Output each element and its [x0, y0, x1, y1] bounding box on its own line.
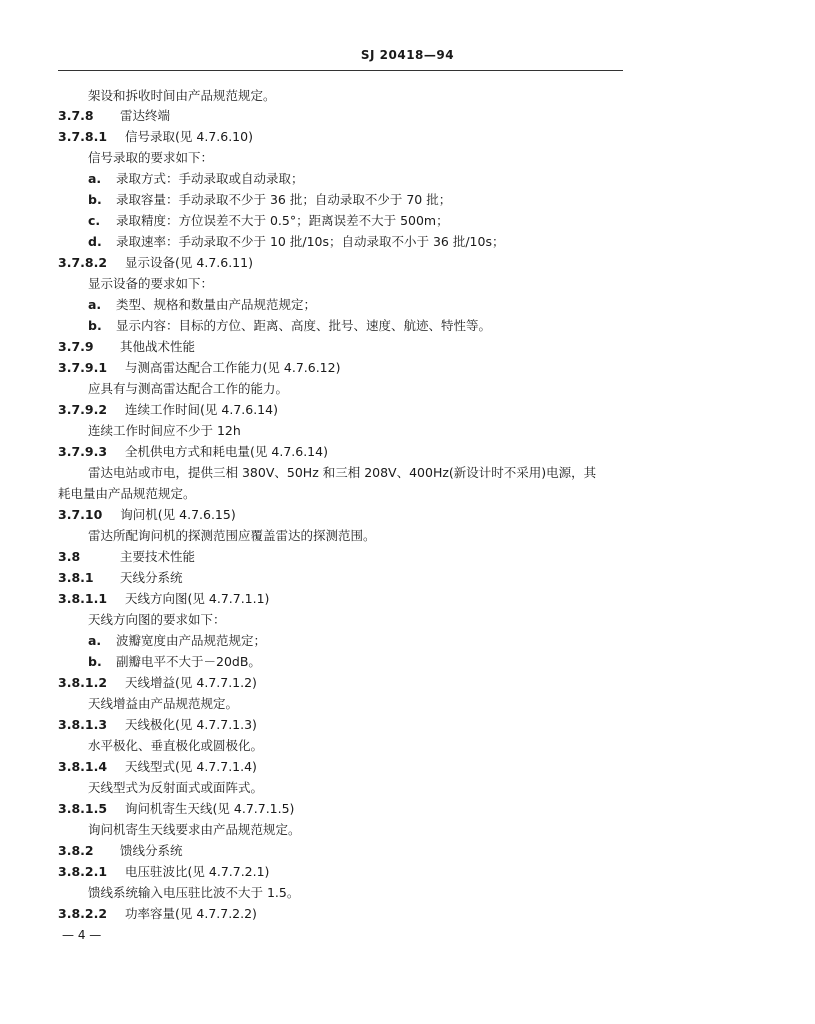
section-number: 3.7.8.1	[58, 129, 108, 144]
section-number: 3.8.2	[58, 843, 94, 858]
section-title: 连续工作时间(见 4.7.6.14)	[125, 402, 278, 417]
paragraph: 雷达电站或市电，提供三相 380V、50Hz 和三相 208V、400Hz(新设计时不采用)电源，其	[88, 465, 597, 480]
section-number: 3.8.1.5	[58, 801, 108, 816]
section-title: 天线分系统	[120, 570, 183, 585]
section-heading	[58, 402, 278, 418]
list-marker: b.	[88, 192, 102, 207]
list-item	[88, 192, 451, 208]
section-title: 主要技术性能	[120, 549, 196, 564]
section-heading	[58, 108, 170, 124]
section-title: 功率容量(见 4.7.7.2.2)	[125, 906, 257, 921]
list-item	[88, 213, 449, 229]
paragraph: 显示设备的要求如下：	[88, 276, 214, 291]
paragraph: 天线方向图的要求如下：	[88, 612, 226, 627]
section-heading	[58, 507, 236, 523]
list-item-text: 显示内容：目标的方位、距离、高度、批号、速度、航迹、特性等。	[116, 318, 492, 333]
list-item-text: 录取速率：手动录取不少于 10 批/10s；自动录取不小于 36 批/10s；	[116, 234, 505, 249]
list-item-text: 录取方式：手动录取或自动录取；	[116, 171, 304, 186]
section-number: 3.7.8	[58, 108, 94, 123]
section-heading	[58, 675, 257, 691]
section-heading	[58, 360, 340, 376]
section-heading	[58, 549, 195, 565]
paragraph: 信号录取的要求如下：	[88, 150, 214, 165]
section-title: 天线型式(见 4.7.7.1.4)	[125, 759, 257, 774]
list-marker: a.	[88, 633, 102, 648]
section-title: 询问机寄生天线(见 4.7.7.1.5)	[125, 801, 295, 816]
section-number: 3.8.2.2	[58, 906, 108, 921]
list-marker: b.	[88, 318, 102, 333]
section-title: 天线增益(见 4.7.7.1.2)	[125, 675, 257, 690]
list-item	[88, 171, 304, 187]
section-title: 天线方向图(见 4.7.7.1.1)	[125, 591, 270, 606]
section-number: 3.8	[58, 549, 81, 564]
section-heading	[58, 801, 294, 817]
section-number: 3.7.9	[58, 339, 94, 354]
list-marker: a.	[88, 171, 102, 186]
list-marker: a.	[88, 297, 102, 312]
list-item	[88, 234, 504, 250]
section-heading	[58, 864, 269, 880]
list-item	[88, 318, 491, 334]
section-heading	[58, 570, 183, 586]
section-title: 电压驻波比(见 4.7.7.2.1)	[125, 864, 270, 879]
list-item-text: 录取容量：手动录取不少于 36 批；自动录取不少于 70 批；	[116, 192, 452, 207]
section-heading	[58, 591, 269, 607]
section-heading	[58, 444, 328, 460]
section-number: 3.8.1.1	[58, 591, 108, 606]
section-title: 显示设备(见 4.7.6.11)	[125, 255, 253, 270]
section-heading	[58, 759, 257, 775]
list-item-text: 录取精度：方位误差不大于 0.5°；距离误差不大于 500m；	[116, 213, 449, 228]
section-title: 全机供电方式和耗电量(见 4.7.6.14)	[125, 444, 328, 459]
section-heading	[58, 339, 195, 355]
list-item	[88, 297, 316, 313]
paragraph: 天线增益由产品规范规定。	[88, 696, 239, 711]
list-item-text: 波瓣宽度由产品规范规定；	[116, 633, 267, 648]
list-marker: c.	[88, 213, 101, 228]
paragraph: 询问机寄生天线要求由产品规范规定。	[88, 822, 301, 837]
section-number: 3.7.10	[58, 507, 103, 522]
document-header: SJ 20418—94	[360, 48, 455, 62]
section-title: 信号录取(见 4.7.6.10)	[125, 129, 253, 144]
list-marker: d.	[88, 234, 102, 249]
paragraph: 雷达所配询问机的探测范围应覆盖雷达的探测范围。	[88, 528, 376, 543]
section-number: 3.8.1.3	[58, 717, 108, 732]
section-number: 3.7.9.2	[58, 402, 108, 417]
section-number: 3.7.9.1	[58, 360, 108, 375]
section-title: 雷达终端	[120, 108, 171, 123]
paragraph: 馈线系统输入电压驻比波不大于 1.5。	[88, 885, 300, 900]
section-title: 其他战术性能	[120, 339, 196, 354]
paragraph: 应具有与测高雷达配合工作的能力。	[88, 381, 289, 396]
paragraph: 耗电量由产品规范规定。	[58, 486, 196, 501]
list-item	[88, 654, 261, 670]
section-title: 询问机(见 4.7.6.15)	[120, 507, 236, 522]
section-heading	[58, 255, 253, 271]
section-number: 3.8.2.1	[58, 864, 108, 879]
section-title: 天线极化(见 4.7.7.1.3)	[125, 717, 257, 732]
list-item	[88, 633, 266, 649]
section-heading	[58, 906, 257, 922]
section-number: 3.8.1.2	[58, 675, 108, 690]
list-marker: b.	[88, 654, 102, 669]
paragraph: 连续工作时间应不少于 12h	[88, 423, 241, 438]
paragraph: 水平极化、垂直极化或圆极化。	[88, 738, 264, 753]
section-heading	[58, 843, 183, 859]
page-number: — 4 —	[62, 928, 102, 942]
list-item-text: 类型、规格和数量由产品规范规定；	[116, 297, 317, 312]
paragraph: 天线型式为反射面式或面阵式。	[88, 780, 264, 795]
section-heading	[58, 129, 253, 145]
section-heading	[58, 717, 257, 733]
list-item-text: 副瓣电平不大于－20dB。	[116, 654, 261, 669]
section-number: 3.8.1.4	[58, 759, 108, 774]
section-title: 与测高雷达配合工作能力(见 4.7.6.12)	[125, 360, 341, 375]
section-number: 3.7.8.2	[58, 255, 108, 270]
header-rule	[58, 70, 623, 71]
section-title: 馈线分系统	[120, 843, 183, 858]
section-number: 3.7.9.3	[58, 444, 108, 459]
paragraph: 架设和拆收时间由产品规范规定。	[88, 88, 276, 103]
section-number: 3.8.1	[58, 570, 94, 585]
